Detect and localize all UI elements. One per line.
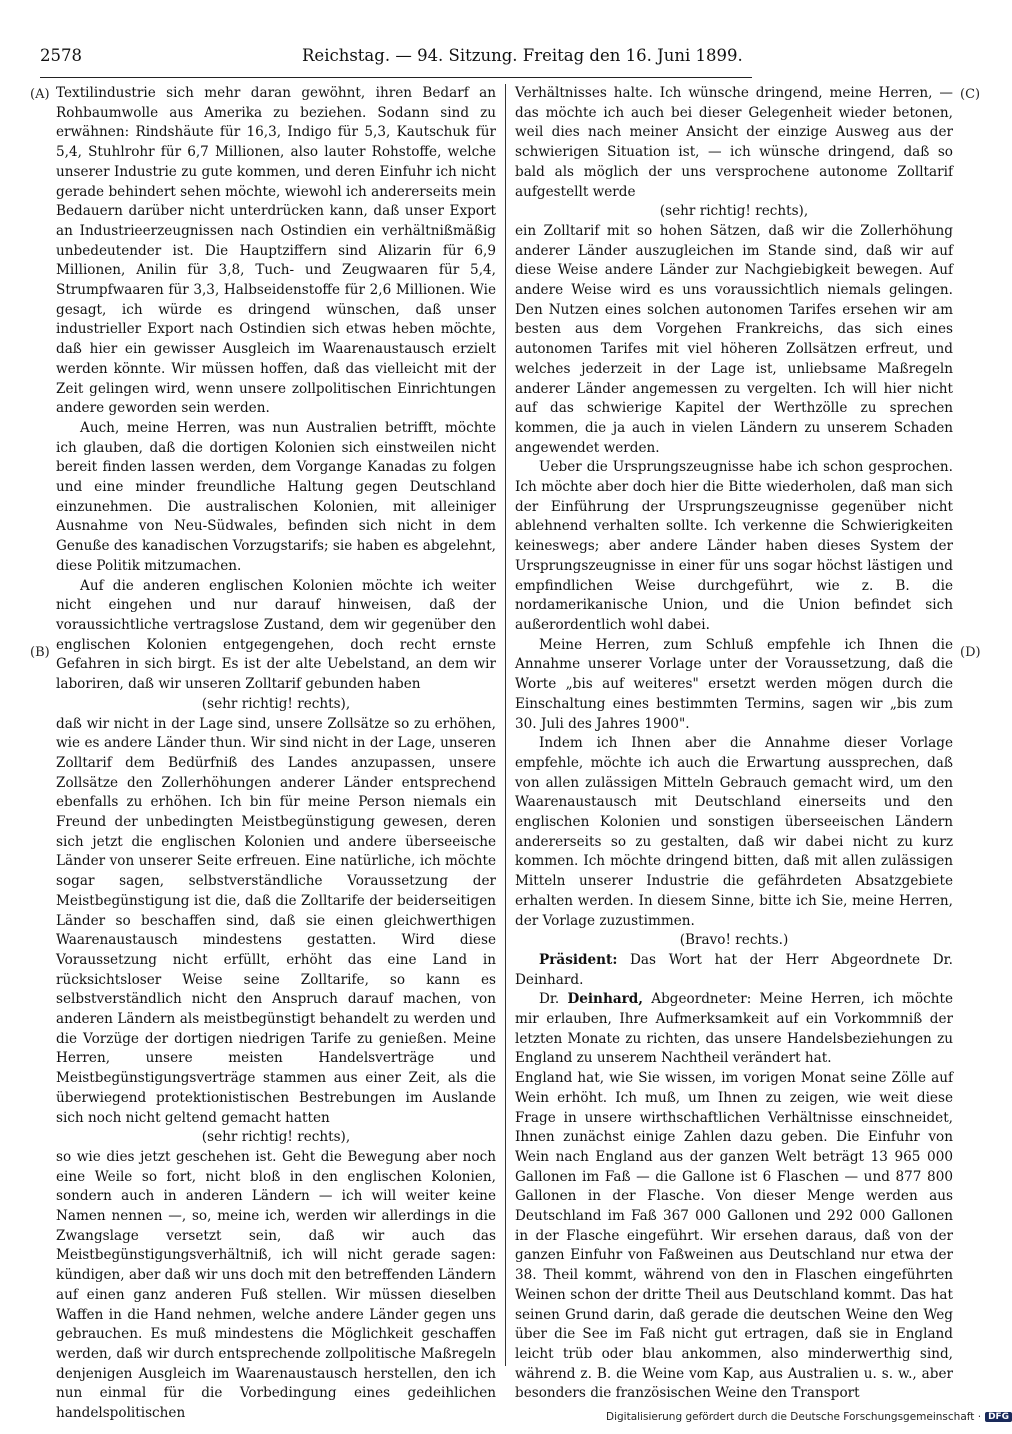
paragraph: Ueber die Ursprungszeugnisse habe ich schon gesprochen. Ich möchte aber doch hier die Bitte wiederholen, daß man sich der Einführung der Ursprungszeugnisse gegenüber nicht ablehnend verhalten sollte. Ich verkenne die Schwierigkeiten keineswegs; aber andere Länder haben dieses System der Ursprungszeugnisse in einer für uns sogar höchst lästigen und empfindlichen Weise durchgeführt, wie z. B. die nordamerikanische Union, und die Union befindet sich außerordentlich wohl dabei. xyxy=(515,459,953,633)
speech-text: Das Wort hat der Herr Abgeordnete Dr. Deinhard. xyxy=(515,951,953,988)
column-divider xyxy=(505,84,506,1366)
paragraph: so wie dies jetzt geschehen ist. Geht die Bewegung aber noch eine Weile so fort, nicht bloß in den englischen Kolonien, sondern auch in anderen Ländern — ich will weiter keine Namen nennen —, so, meine ich, werden wir allerdings in die Zwangslage versetzt sein, daß wir auch das Meistbegünstigungsverhältniß, ich will nicht gerade sagen: kündigen, aber daß wir uns doch mit den betreffenden Ländern auf einen ganz anderen Fuß stellen. Wir müssen dieselben Waffen in die Hand nehmen, welche andere Länder gegen uns gebrauchen. Es muß mindestens die Möglichkeit geschaffen werden, daß wir durch entsprechende zollpolitische Maßregeln denjenigen Ausgleich im Waarenaustausch herstellen, den ich nun einmal für die Vorbedingung eines gedeihlichen handelspolitischen xyxy=(56,1148,496,1422)
left-column xyxy=(56,84,496,1424)
interjection: (sehr richtig! rechts), xyxy=(659,203,809,220)
speaker-name: Präsident: xyxy=(539,951,618,968)
paragraph: England hat, wie Sie wissen, im vorigen Monat seine Zölle auf Wein erhöht. Ich muß, um Ihnen zu zeigen, wie weit diese Frage in unsere wirthschaftlichen Verhältnisse einschneidet, Ihnen zunächst einige Zahlen dazu geben. Die Einfuhr von Wein nach England aus der ganzen Welt beträgt 13 965 000 Gallonen im Faß — die Gallone ist 6 Flaschen — und 877 800 Gallonen in der Flasche. Von dieser Menge werden aus Deutschland im Faß 367 000 Gallonen und 292 000 Gallonen in der Flasche eingeführt. Wir ersehen daraus, daß von der ganzen Einfuhr von Faßweinen aus Deutschland nur etwa der 38. Theil kommt, während von den in Flaschen eingeführten Weinen schon der dritte Theil aus Deutschland kommt. Das hat seinen Grund darin, daß gerade die deutschen Weine den Weg über die See im Faß nicht gut ertragen, daß sie in England leicht trüb oder blau ankommen, also minderwerthig sind, während z. B. die Weine vom Kap, aus Australien u. s. w., aber besonders die französischen Weine den Transport xyxy=(515,1070,953,1402)
right-column xyxy=(515,84,953,1404)
margin-marker-c: (C) xyxy=(960,87,981,102)
paragraph: Auch, meine Herren, was nun Australien betrifft, möchte ich glauben, daß die dortigen Kolonien sich einstweilen nicht bereit finden lassen werden, dem Vorgange Kanadas zu folgen und eine minder freundliche Haltung gegen Deutschland einzunehmen. Die australischen Kolonien, mit alleiniger Ausnahme von Neu-Südwales, befinden sich nicht in dem Genuße des kanadischen Vorzugstarifs; sie haben es abgelehnt, diese Politik mitzumachen. xyxy=(56,419,496,574)
paragraph: Auf die anderen englischen Kolonien möchte ich weiter nicht eingehen und nur darauf hinweisen, daß der voraussichtliche vertragslose Zustand, dem wir gegenüber den englischen Kolonien entgegengehen, doch recht ernste Gefahren in sich birgt. Es ist der alte Uebelstand, an dem wir laboriren, daß wir unseren Zolltarif gebunden haben xyxy=(56,577,496,693)
dfg-logo: DFG xyxy=(985,1412,1012,1422)
speaker-name: Deinhard, xyxy=(567,991,644,1008)
interjection: (Bravo! rechts.) xyxy=(679,932,789,949)
margin-marker-a: (A) xyxy=(30,87,50,102)
paragraph: Indem ich Ihnen aber die Annahme dieser Vorlage empfehle, möchte ich auch die Erwartung aussprechen, daß von allen zulässigen Mitteln Gebrauch gemacht wird, um den Waarenaustausch mit Deutschland einerseits und den englischen Kolonien und sonstigen überseeischen Ländern andererseits so zu gestalten, daß wir dabei nicht zu kurz kommen. Ich möchte dringend bitten, daß mit allen zulässigen Mitteln unserer Industrie die gefährdeten Absatzgebiete erhalten werden. In diesem Sinne, bitte ich Sie, meine Herren, der Vorlage zuzustimmen. xyxy=(515,735,953,929)
speaker-title: Dr. xyxy=(539,991,568,1008)
paragraph: Textilindustrie sich mehr daran gewöhnt, ihren Bedarf an Rohbaumwolle aus Amerika zu beziehen. Sodann sind zu erwähnen: Rindshäute für 16,3, Indigo für 5,3, Kautschuk für 5,4, Stuhlrohr für 6,7 Millionen, also lauter Rohstoffe, welche unserer Industrie zu gute kommen, und deren Einfuhr ich nicht gerade behindert sehen möchte, wiewohl ich andererseits mein Bedauern darüber nicht unterdrücken kann, daß unser Export an Industrieerzeugnissen nach Ostindien ein verhältnißmäßig unbedeutender ist. Die Hauptziffern sind Alizarin für 6,9 Millionen, Anilin für 3,8, Tuch- und Zeugwaaren für 5,4, Strumpfwaaren für 3,3, Halbseidenstoffe für 2,6 Millionen. Wie gesagt, ich würde es dringend wünschen, daß unser industrieller Export nach Ostindien sich etwas heben möchte, daß hier ein gewisser Ausgleich im Waarenaustausch erzielt werden könnte. Wir müssen hoffen, daß das vielleicht mit der Zeit gelingen wird, wenn unsere zollpolitischen Einrichtungen andere geworden sein werden. xyxy=(56,85,496,417)
paragraph: daß wir nicht in der Lage sind, unsere Zollsätze so zu erhöhen, wie es andere Länder thun. Wir sind nicht in der Lage, unseren Zolltarif dem Bedürfniß des Landes anzupassen, unsere Zollsätze den Zollerhöhungen anderer Länder entsprechend ebenfalls zu erhöhen. Ich bin für meine Person niemals ein Freund der unbedingten Meistbegünstigung gewesen, deren sich jetzt die englischen Kolonien und andere überseeische Länder von unserer Seite erfreuen. Eine natürliche, ich möchte sogar sagen, selbstverständliche Voraussetzung der Meistbegünstigung ist die, daß die Zolltarife der beiderseitigen Länder so beschaffen sind, daß sie einen gleichwerthigen Waarenaustausch mindestens gestatten. Wird diese Voraussetzung nicht erfüllt, erhöht das eine Land in rücksichtsloser Weise seine Zolltarife, so kann es selbstverständlich nicht den Anspruch darauf machen, von anderen Ländern als meistbegünstigt behandelt zu werden und die Vorzüge der dortigen niedrigen Tarife zu genießen. Meine Herren, unsere meisten Handelsverträge und Meistbegünstigungsverträge stammen aus einer Zeit, als die überwiegend protektionistischen Bestrebungen im Auslande sich noch nicht geltend gemacht hatten xyxy=(56,715,496,1126)
header-rule xyxy=(40,77,752,78)
footer-text: Digitalisierung gefördert durch die Deutsche Forschungsgemeinschaft · xyxy=(606,1411,982,1423)
speech-deinhard xyxy=(515,990,953,1069)
margin-marker-d: (D) xyxy=(960,645,981,660)
page-header xyxy=(40,46,752,72)
speech-president xyxy=(515,951,953,990)
paragraph: ein Zolltarif mit so hohen Sätzen, daß wir die Zollerhöhung anderer Länder auszugleichen im Stande sind, daß wir auf diese Weise andere Länder zur Nachgiebigkeit bewegen. Auf andere Weise wird es uns voraussichtlich niemals gelingen. Den Nutzen eines solchen autonomen Tarifes ersehen wir am besten aus dem Vorgehen Frankreichs, das sich eines autonomen Tarifes mit viel höheren Zollsätzen erfreut, und welches jederzeit in der Lage ist, unliebsame Maßregeln anderer Länder angemessen zu vergelten. Ich will hier nicht auf das schwierige Kapitel der Werthzölle zu sprechen kommen, die ja auch in vielen Ländern zu unserem Schaden angewendet werden. xyxy=(515,222,953,456)
speech-text: Abgeordneter: Meine Herren, ich möchte mir erlauben, Ihre Aufmerksamkeit auf ein Vorkommniß der letzten Monate zu richten, das unsere Handelsbeziehungen zu England zu unserem Nachtheil verändert hat. xyxy=(515,991,953,1067)
running-title: Reichstag. — 94. Sitzung. Freitag den 16. Juni 1899. xyxy=(302,46,743,65)
page-number: 2578 xyxy=(40,46,82,65)
digitization-footer xyxy=(606,1411,1012,1427)
paragraph: Verhältnisses halte. Ich wünsche dringend, meine Herren, — das möchte ich auch bei dieser Gelegenheit wieder betonen, weil dies nach meiner Ansicht der einzige Ausweg aus der schwierigen Situation ist, — ich wünsche dringend, daß so bald als möglich der uns versprochene autonome Zolltarif aufgestellt werde xyxy=(515,85,953,200)
interjection: (sehr richtig! rechts), xyxy=(201,695,351,712)
margin-marker-b: (B) xyxy=(30,645,50,660)
paragraph: Meine Herren, zum Schluß empfehle ich Ihnen die Annahme unserer Vorlage unter der Voraussetzung, daß die Worte „bis auf weiteres" ersetzt werden mögen durch die Einschaltung eines bestimmten Termins, sagen wir „bis zum 30. Juli des Jahres 1900". xyxy=(515,636,953,732)
interjection: (sehr richtig! rechts), xyxy=(201,1129,351,1146)
